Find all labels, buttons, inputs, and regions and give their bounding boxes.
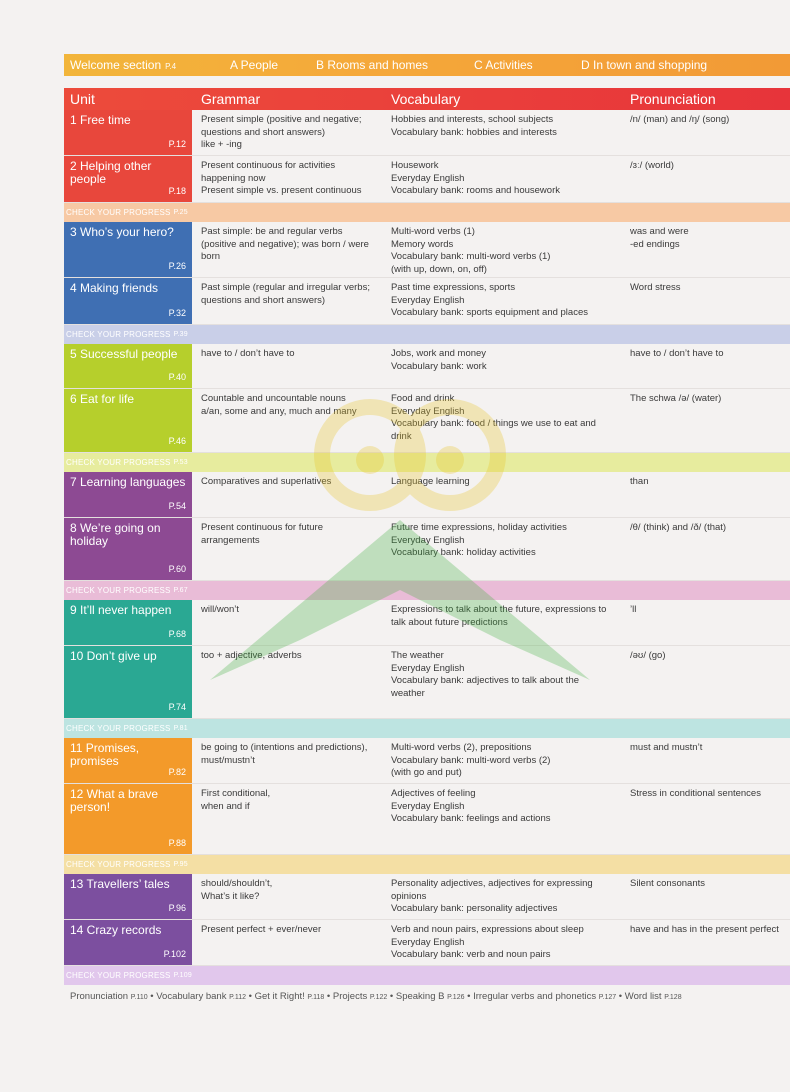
unit-page: P.74 (168, 702, 186, 712)
header-grammar: Grammar (201, 91, 261, 107)
unit-row (64, 738, 790, 784)
check-label: CHECK YOUR PROGRESS (66, 971, 171, 980)
check-page: P.25 (173, 209, 188, 216)
footer-link-page: P.118 (307, 994, 325, 1001)
grammar-cell: First conditional, when and if (201, 788, 271, 812)
footer-separator: • (387, 991, 396, 1002)
unit-row (64, 222, 790, 278)
footer-link[interactable] (473, 991, 616, 1002)
pronunciation-cell: Silent consonants (630, 878, 705, 889)
vocabulary-cell: Jobs, work and money Vocabulary bank: work (391, 348, 487, 372)
unit-page: P.82 (168, 767, 186, 777)
pronunciation-cell: ’ll (630, 604, 637, 615)
grammar-cell: have to / don’t have to (201, 348, 295, 359)
pronunciation-cell: must and mustn’t (630, 742, 703, 753)
footer-link-page: P.110 (130, 994, 148, 1001)
grammar-cell: Past simple (regular and irregular verbs; questions and short answers) (201, 282, 370, 306)
pronunciation-cell: /əʊ/ (go) (630, 650, 666, 661)
header-pronunciation: Pronunciation (630, 91, 716, 107)
unit-title-cell[interactable] (64, 784, 192, 854)
grammar-cell: should/shouldn’t, What’s it like? (201, 878, 273, 902)
grammar-cell: Present continuous for future arrangements (201, 522, 323, 546)
footer-link-label: Get it Right! (254, 991, 308, 1002)
footer-link-page: P.122 (369, 994, 388, 1001)
unit-title-cell[interactable] (64, 222, 192, 277)
grammar-cell: Present continuous for activities happening now Present simple vs. present continuous (201, 160, 362, 196)
unit-row (64, 278, 790, 325)
vocabulary-cell: Past time expressions, sports Everyday English Vocabulary bank: sports equipment and places (391, 282, 588, 318)
vocabulary-cell: Hobbies and interests, school subjects Vocabulary bank: hobbies and interests (391, 114, 557, 138)
pronunciation-cell: /θ/ (think) and /ð/ (that) (630, 522, 727, 533)
unit-page: P.54 (168, 501, 186, 511)
unit-title-cell[interactable] (64, 920, 192, 965)
pronunciation-cell: The schwa /ə/ (water) (630, 393, 722, 404)
footer-link-label: Projects (332, 991, 370, 1002)
welcome-item-page: P.4 (165, 62, 177, 71)
unit-row (64, 156, 790, 203)
grammar-cell: Past simple: be and regular verbs (positive and negative); was born / were born (201, 226, 369, 262)
unit-title: 8 We’re going on holiday (70, 521, 161, 548)
footer-link[interactable] (156, 991, 246, 1002)
unit-page: P.68 (168, 629, 186, 639)
unit-row (64, 784, 790, 855)
unit-page: P.88 (168, 838, 186, 848)
unit-row (64, 920, 790, 966)
welcome-item[interactable]: D In town and shopping (581, 58, 708, 72)
footer-separator: • (245, 991, 255, 1002)
vocabulary-cell: Expressions to talk about the future, expressions to talk about future predictions (391, 604, 607, 628)
footer-link-label: Word list (624, 991, 665, 1002)
unit-row (64, 874, 790, 920)
check-page: P.81 (173, 725, 188, 732)
welcome-bar (64, 54, 790, 76)
unit-row (64, 344, 790, 389)
welcome-item[interactable]: C Activities (474, 58, 533, 72)
unit-title-cell[interactable] (64, 389, 192, 452)
unit-title: 2 Helping other people (70, 159, 152, 186)
footer-link[interactable] (70, 991, 148, 1002)
grammar-cell: Comparatives and superlatives (201, 476, 332, 487)
grammar-cell: too + adjective, adverbs (201, 650, 302, 661)
welcome-item-label: Welcome section (70, 58, 162, 72)
unit-page: P.96 (168, 903, 186, 913)
check-label: CHECK YOUR PROGRESS (66, 724, 171, 733)
unit-title-cell[interactable] (64, 344, 192, 388)
unit-title-cell[interactable] (64, 874, 192, 919)
check-your-progress-bar[interactable] (64, 966, 790, 985)
unit-page: P.12 (168, 139, 186, 149)
unit-title: 12 What a brave person! (70, 787, 159, 814)
pronunciation-cell: than (630, 476, 649, 487)
check-label: CHECK YOUR PROGRESS (66, 208, 171, 217)
unit-title-cell[interactable] (64, 472, 192, 517)
footer-link-page: P.128 (664, 994, 682, 1001)
footer-link-label: Pronunciation (70, 991, 131, 1002)
check-page: P.53 (173, 459, 188, 466)
unit-title: 3 Who’s your hero? (70, 225, 174, 239)
check-your-progress-bar[interactable] (64, 325, 790, 344)
vocabulary-cell: Multi-word verbs (1) Memory words Vocabulary bank: multi-word verbs (1) (with up, down, on, off) (391, 226, 551, 275)
footer-link-page: P.126 (447, 994, 465, 1001)
grammar-cell: will/won’t (201, 604, 240, 615)
check-page: P.67 (173, 587, 188, 594)
footer-links (64, 991, 790, 1002)
unit-title: 9 It’ll never happen (70, 603, 172, 617)
unit-title: 4 Making friends (70, 281, 159, 295)
check-label: CHECK YOUR PROGRESS (66, 458, 171, 467)
unit-row (64, 518, 790, 581)
unit-row (64, 389, 790, 453)
welcome-item[interactable] (70, 58, 176, 72)
grammar-cell: Countable and uncountable nouns a/an, some and any, much and many (201, 393, 357, 417)
footer-link[interactable] (333, 991, 387, 1002)
check-label: CHECK YOUR PROGRESS (66, 860, 171, 869)
unit-title: 7 Learning languages (70, 475, 186, 489)
footer-separator: • (616, 991, 625, 1002)
vocabulary-cell: The weather Everyday English Vocabulary bank: adjectives to talk about the weather (391, 650, 580, 699)
vocabulary-cell: Language learning (391, 476, 470, 487)
footer-link-page: P.112 (229, 994, 246, 1001)
unit-page: P.46 (168, 436, 186, 446)
unit-row (64, 646, 790, 719)
footer-link-label: Irregular verbs and phonetics (473, 991, 599, 1002)
check-your-progress-bar[interactable] (64, 453, 790, 472)
check-page: P.109 (173, 972, 192, 979)
vocabulary-cell: Multi-word verbs (2), prepositions Vocabulary bank: multi-word verbs (2) (with go and put) (391, 742, 551, 778)
unit-title-cell[interactable] (64, 600, 192, 645)
welcome-item[interactable]: B Rooms and homes (316, 58, 429, 72)
unit-row (64, 472, 790, 518)
check-page: P.95 (173, 861, 188, 868)
check-your-progress-bar[interactable] (64, 581, 790, 600)
footer-separator: • (464, 991, 474, 1002)
vocabulary-cell: Adjectives of feeling Everyday English Vocabulary bank: feelings and actions (391, 788, 551, 824)
contents-page (64, 54, 790, 1002)
header-vocabulary: Vocabulary (391, 91, 461, 107)
unit-page: P.18 (168, 186, 186, 196)
unit-title-cell[interactable] (64, 646, 192, 718)
unit-title-cell[interactable] (64, 156, 192, 202)
footer-link[interactable] (625, 991, 682, 1002)
table-header (64, 88, 790, 110)
unit-page: P.102 (163, 949, 186, 959)
footer-separator: • (324, 991, 333, 1002)
unit-title: 11 Promises, promises (70, 741, 140, 768)
vocabulary-cell: Verb and noun pairs, expressions about sleep Everyday English Vocabulary bank: verb and noun pairs (391, 924, 584, 960)
welcome-item[interactable]: A People (230, 58, 279, 72)
unit-row (64, 110, 790, 156)
unit-title: 10 Don’t give up (70, 649, 157, 663)
unit-title-cell[interactable] (64, 110, 192, 155)
check-label: CHECK YOUR PROGRESS (66, 586, 171, 595)
unit-title: 14 Crazy records (70, 923, 162, 937)
check-your-progress-bar[interactable] (64, 203, 790, 222)
check-your-progress-bar[interactable] (64, 855, 790, 874)
footer-link[interactable] (396, 991, 465, 1002)
unit-page: P.60 (168, 564, 186, 574)
vocabulary-cell: Housework Everyday English Vocabulary bank: rooms and housework (391, 160, 560, 196)
unit-page: P.40 (168, 372, 186, 382)
unit-title: 1 Free time (70, 113, 131, 127)
unit-title: 13 Travellers’ tales (70, 877, 170, 891)
grammar-cell: Present perfect + ever/never (201, 924, 322, 935)
vocabulary-cell: Food and drink Everyday English Vocabulary bank: food / things we use to eat and drink (391, 393, 596, 442)
pronunciation-cell: /ɜː/ (world) (630, 160, 674, 171)
pronunciation-cell: have to / don’t have to (630, 348, 724, 359)
check-label: CHECK YOUR PROGRESS (66, 330, 171, 339)
pronunciation-cell: /n/ (man) and /ŋ/ (song) (630, 114, 730, 125)
pronunciation-cell: was and were -ed endings (630, 226, 689, 250)
footer-link-label: Vocabulary bank (156, 991, 230, 1002)
vocabulary-cell: Future time expressions, holiday activities Everyday English Vocabulary bank: holiday activities (391, 522, 567, 558)
check-page: P.39 (173, 331, 188, 338)
unit-title: 5 Successful people (70, 347, 178, 361)
unit-title-cell[interactable] (64, 278, 192, 324)
footer-link[interactable] (255, 991, 325, 1002)
vocabulary-cell: Personality adjectives, adjectives for expressing opinions Vocabulary bank: personality adjectives (391, 878, 593, 914)
footer-separator: • (147, 991, 157, 1002)
grammar-cell: Present simple (positive and negative; questions and short answers) like + -ing (201, 114, 362, 150)
unit-title: 6 Eat for life (70, 392, 135, 406)
grammar-cell: be going to (intentions and predictions), must/mustn’t (201, 742, 368, 766)
pronunciation-cell: Stress in conditional sentences (630, 788, 761, 799)
units-table (64, 110, 790, 985)
unit-page: P.26 (168, 261, 186, 271)
check-your-progress-bar[interactable] (64, 719, 790, 738)
pronunciation-cell: Word stress (630, 282, 681, 293)
footer-link-label: Speaking B (395, 991, 448, 1002)
header-unit: Unit (70, 91, 95, 107)
unit-title-cell[interactable] (64, 518, 192, 580)
unit-row (64, 600, 790, 646)
pronunciation-cell: have and has in the present perfect (630, 924, 779, 935)
unit-title-cell[interactable] (64, 738, 192, 783)
footer-link-page: P.127 (598, 994, 617, 1001)
unit-page: P.32 (168, 308, 186, 318)
